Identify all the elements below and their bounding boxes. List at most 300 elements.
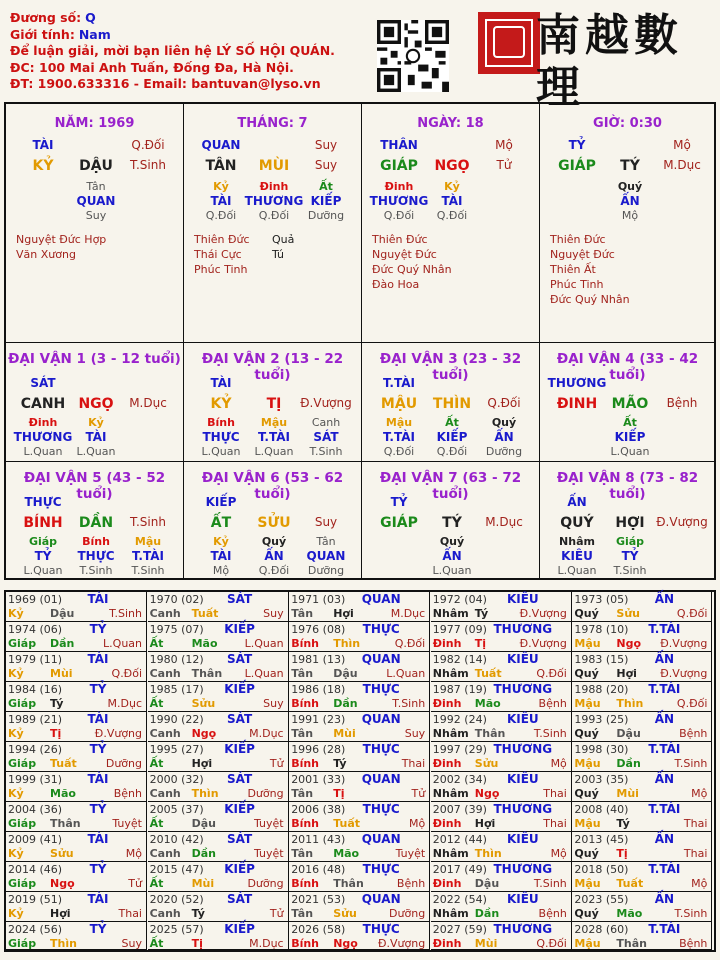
year-cell: [6, 892, 147, 922]
year-can: Tân: [291, 907, 314, 920]
year-chi: Dần: [191, 847, 216, 860]
truong-sinh: T.Sinh: [130, 158, 166, 172]
year-thap-than: QUAN: [361, 592, 401, 606]
year-cell: [148, 622, 289, 652]
year-thap-than: QUAN: [361, 652, 401, 666]
year-status: L.Quan: [244, 667, 284, 680]
year-status: L.Quan: [386, 667, 426, 680]
year-status: Mộ: [691, 787, 708, 800]
year-chi: Tý: [191, 907, 205, 920]
dia-chi: MÃO: [611, 396, 649, 412]
dai-van-title: ĐẠI VẬN 1 (3 - 12 tuổi): [8, 351, 181, 367]
year-status: T.Sinh: [109, 607, 142, 620]
year-cell: [6, 682, 147, 712]
year-cell: [572, 802, 712, 832]
year-thap-than: KIẾP: [224, 802, 255, 816]
year-cell: [6, 922, 147, 950]
year-label: 1999 (31): [8, 773, 63, 786]
year-chi: Thân: [50, 817, 81, 830]
hidden-thap-than: THƯƠNG: [244, 194, 304, 208]
hidden-thap-than: TÀI: [85, 430, 107, 444]
year-status: T.Sinh: [674, 757, 708, 770]
star-item: Đức Quý Nhân: [550, 293, 630, 306]
year-thap-than: QUAN: [361, 772, 401, 786]
year-chi: Thìn: [191, 787, 219, 800]
year-thap-than: SÁT: [227, 712, 253, 726]
year-chi: Dậu: [616, 727, 641, 740]
year-chi: Tị: [474, 637, 487, 650]
year-chi: Tị: [333, 787, 345, 800]
gender-value: Nam: [78, 26, 111, 42]
year-cell: [431, 922, 572, 950]
year-can: Kỷ: [8, 667, 24, 680]
hidden-can: Giáp: [28, 535, 58, 548]
year-can: Ất: [149, 937, 164, 950]
hidden-can: Quý: [261, 535, 287, 548]
hidden-thap-than: THỰC: [202, 430, 240, 444]
year-label: 2003 (35): [574, 773, 629, 786]
year-thap-than: ẤN: [654, 592, 675, 606]
year-thap-than: QUAN: [361, 832, 401, 846]
dai-van-7: [362, 462, 540, 579]
year-chi: Tuất: [191, 607, 219, 620]
dai-van-title: ĐẠI VẬN 7 (63 - 72 tuổi): [379, 470, 522, 502]
year-label: 1980 (12): [149, 653, 204, 666]
year-label: 2022 (54): [432, 893, 487, 906]
year-can: Bính: [291, 757, 320, 770]
year-chi: Thân: [474, 727, 506, 740]
year-cell: [289, 652, 430, 682]
year-can: Quý: [574, 787, 599, 800]
year-status: Mộ: [550, 847, 567, 860]
hidden-thap-than: TÀI: [441, 194, 463, 208]
year-cell: [431, 682, 572, 712]
thap-than: QUAN: [201, 138, 241, 152]
address-line: ĐC: 100 Mai Anh Tuấn, Đống Đa, Hà Nội.: [10, 59, 294, 75]
star-item: Nguyệt Đức Hợp: [16, 233, 107, 246]
year-can: Quý: [574, 727, 599, 740]
logo-char: 越: [585, 10, 634, 61]
thap-than: KIẾP: [205, 495, 237, 509]
star-item: Đức Quý Nhân: [372, 263, 452, 276]
hidden-can: Canh: [311, 416, 341, 429]
hidden-status: L.Quan: [76, 445, 116, 458]
star-item: Văn Xương: [16, 248, 76, 261]
year-cell: [289, 802, 430, 832]
year-chi: Thìn: [616, 697, 644, 710]
hidden-thap-than: TÀI: [210, 194, 232, 208]
year-can: Ất: [149, 817, 164, 830]
year-chi: Mùi: [474, 937, 498, 950]
year-label: 2026 (58): [291, 923, 346, 936]
year-chi: Sửu: [616, 607, 640, 620]
truong-sinh: M.Dục: [663, 158, 701, 172]
year-status: T.Sinh: [533, 877, 567, 890]
year-can: Quý: [574, 607, 599, 620]
year-can: Mậu: [574, 757, 601, 770]
star-list: [194, 232, 295, 277]
top-status: Mộ: [495, 138, 513, 152]
hidden-can: Mậu: [260, 416, 288, 429]
year-chi: Hợi: [50, 907, 71, 920]
year-cell: [6, 772, 147, 802]
year-thap-than: SÁT: [227, 592, 253, 606]
hidden-can: Bính: [207, 416, 235, 429]
year-label: 2002 (34): [432, 773, 487, 786]
hidden-status: L.Quan: [254, 445, 294, 458]
year-label: 1994 (26): [8, 743, 63, 756]
year-label: 2005 (37): [149, 803, 204, 816]
truong-sinh: Suy: [314, 158, 338, 172]
year-can: Bính: [291, 697, 320, 710]
year-can: Giáp: [8, 637, 37, 650]
year-thap-than: TỶ: [89, 622, 107, 636]
thap-than: THỰC: [24, 495, 62, 509]
thap-than: ẤN: [567, 495, 587, 509]
year-status: Bệnh: [679, 937, 708, 950]
thap-than: THƯƠNG: [547, 376, 607, 390]
year-status: Tử: [411, 787, 426, 800]
hidden-can: Nhâm: [559, 535, 595, 548]
hidden-status: L.Quan: [610, 445, 650, 458]
year-label: 2009 (41): [8, 833, 63, 846]
year-chi: Dần: [616, 757, 641, 770]
year-thap-than: KIẾP: [224, 622, 255, 636]
year-cell: [148, 922, 289, 950]
year-can: Canh: [149, 727, 181, 740]
thien-can: TÂN: [205, 158, 237, 174]
year-status: Mộ: [691, 877, 708, 890]
year-status: Thai: [683, 847, 708, 860]
hidden-thap-than: SÁT: [313, 430, 339, 444]
year-status: Suy: [121, 937, 142, 950]
year-status: Đ.Vượng: [94, 727, 142, 740]
year-can: Mậu: [574, 637, 601, 650]
thien-can: GIÁP: [558, 158, 596, 174]
year-label: 1972 (04): [432, 593, 487, 606]
pillar-title: GIỜ: 0:30: [593, 116, 662, 131]
year-thap-than: THỰC: [362, 862, 400, 876]
year-label: 1981 (13): [291, 653, 346, 666]
dia-chi: HỢI: [615, 515, 645, 531]
year-label: 1971 (03): [291, 593, 346, 606]
hidden-status: T.Sinh: [309, 445, 343, 458]
year-status: Tử: [128, 877, 142, 890]
year-chi: Mão: [474, 697, 501, 710]
year-can: Giáp: [8, 817, 37, 830]
year-label: 2019 (51): [8, 893, 63, 906]
year-can: Đinh: [432, 697, 462, 710]
hidden-thap-than: T.TÀI: [383, 430, 415, 444]
hidden-can: Giáp: [615, 535, 645, 548]
year-chi: Mùi: [191, 877, 215, 890]
year-can: Nhâm: [432, 847, 469, 860]
year-cell: [6, 712, 147, 742]
hidden-can: Kỷ: [213, 535, 229, 548]
year-status: L.Quan: [103, 637, 142, 650]
year-cell: [289, 892, 430, 922]
year-status: Bệnh: [396, 877, 426, 890]
pillar-1: [6, 104, 184, 343]
year-status: M.Dục: [390, 607, 426, 620]
year-cell: [289, 742, 430, 772]
year-can: Nhâm: [432, 667, 469, 680]
year-can: Nhâm: [432, 787, 469, 800]
year-label: 2028 (60): [574, 923, 629, 936]
year-thap-than: KIẾP: [224, 682, 255, 696]
year-status: Suy: [263, 697, 284, 710]
year-cell: [6, 592, 147, 622]
year-label: 2010 (42): [149, 833, 204, 846]
year-thap-than: QUAN: [361, 712, 401, 726]
year-chi: Tị: [616, 847, 628, 860]
dia-chi: TỊ: [266, 396, 282, 412]
year-cell: [289, 622, 430, 652]
year-can: Tân: [291, 727, 314, 740]
hidden-can: Ất: [319, 180, 333, 193]
year-can: Đinh: [432, 877, 462, 890]
year-status: Mộ: [408, 817, 426, 830]
year-thap-than: TÀI: [87, 832, 109, 846]
year-cell: [6, 742, 147, 772]
year-status: Q.Đối: [111, 667, 142, 680]
year-cell: [148, 652, 289, 682]
owner-value: Q: [85, 10, 96, 25]
dai-van-title: ĐẠI VẬN 5 (43 - 52 tuổi): [23, 470, 166, 502]
star-item: Nguyệt Đức: [372, 248, 437, 261]
hidden-thap-than: QUAN: [76, 194, 116, 208]
year-thap-than: THƯƠNG: [493, 862, 553, 876]
year-thap-than: T.TÀI: [648, 622, 681, 636]
hidden-thap-than: KIÊU: [561, 549, 593, 563]
year-can: Giáp: [8, 697, 37, 710]
year-thap-than: ẤN: [654, 832, 675, 846]
year-can: Ất: [149, 877, 164, 890]
hidden-status: Q.Đối: [258, 564, 290, 577]
dai-van-title: ĐẠI VẬN 8 (73 - 82 tuổi): [556, 470, 699, 502]
year-chi: Thìn: [474, 847, 502, 860]
year-thap-than: KIÊU: [506, 652, 539, 666]
year-chi: Sửu: [474, 757, 499, 770]
year-status: Bệnh: [679, 727, 708, 740]
year-can: Bính: [291, 877, 320, 890]
year-thap-than: SÁT: [227, 832, 253, 846]
year-label: 2015 (47): [149, 863, 204, 876]
year-cell: [148, 862, 289, 892]
year-can: Mậu: [574, 817, 601, 830]
year-thap-than: KIÊU: [506, 892, 539, 906]
year-thap-than: KIÊU: [506, 832, 539, 846]
star-list: [16, 232, 106, 262]
year-status: M.Dục: [249, 937, 284, 950]
year-cell: [431, 742, 572, 772]
year-status: Tuyệt: [253, 847, 284, 860]
year-label: 1984 (16): [8, 683, 63, 696]
year-thap-than: T.TÀI: [648, 862, 681, 876]
hidden-status: Q.Đối: [383, 209, 415, 222]
year-can: Tân: [291, 847, 314, 860]
year-label: 1977 (09): [432, 623, 487, 636]
contact-line: Để luận giải, mời bạn liên hệ LÝ SỐ HỘI QUÁN.: [10, 43, 335, 58]
year-can: Đinh: [432, 757, 462, 770]
year-chi: Thân: [616, 937, 647, 950]
year-chi: Tý: [474, 607, 489, 620]
dai-van-2: [184, 343, 362, 462]
dai-van-6: [184, 462, 362, 579]
year-label: 2001 (33): [291, 773, 346, 786]
year-cell: [289, 832, 430, 862]
year-label: 1979 (11): [8, 653, 63, 666]
year-label: 2021 (53): [291, 893, 346, 906]
logo-seal-icon: [478, 12, 540, 74]
year-cell: [148, 892, 289, 922]
truong-sinh: Tử: [496, 158, 512, 172]
year-status: T.Sinh: [674, 907, 708, 920]
year-label: 1969 (01): [8, 593, 63, 606]
year-label: 1987 (19): [432, 683, 487, 696]
year-can: Đinh: [432, 937, 462, 950]
star-list: [550, 232, 630, 307]
year-thap-than: TÀI: [87, 892, 109, 906]
year-cell: [6, 832, 147, 862]
year-label: 2008 (40): [574, 803, 629, 816]
hidden-thap-than: TÀI: [210, 549, 232, 563]
year-chi: Hợi: [616, 667, 637, 680]
year-cell: [431, 772, 572, 802]
logo-char: 理: [536, 62, 585, 113]
dia-chi: TÝ: [442, 515, 462, 531]
dai-van-3: [362, 343, 540, 462]
year-status: Thai: [683, 817, 708, 830]
year-cell: [572, 772, 712, 802]
year-label: 1998 (30): [574, 743, 629, 756]
hidden-thap-than: ẤN: [494, 430, 514, 444]
year-cell: [289, 862, 430, 892]
year-status: Thai: [543, 787, 567, 800]
header-info: [10, 10, 335, 93]
thien-can: ẤT: [210, 515, 232, 531]
year-thap-than: ẤN: [654, 892, 675, 906]
year-can: Canh: [149, 907, 181, 920]
pillar-title: NGÀY: 18: [417, 116, 484, 131]
year-cell: [148, 772, 289, 802]
hidden-can: Quý: [617, 180, 643, 193]
top-status: Mộ: [673, 138, 691, 152]
logo-text: [536, 10, 720, 114]
hidden-can: Kỷ: [444, 180, 460, 193]
star-item: Thiên Đức: [372, 233, 428, 246]
year-status: Tuyệt: [253, 817, 284, 830]
hidden-thap-than: THƯƠNG: [13, 430, 73, 444]
qr-code-icon: [377, 20, 449, 92]
year-thap-than: THỰC: [362, 742, 400, 756]
dai-van-title: ĐẠI VẬN 2 (13 - 22 tuổi): [201, 351, 344, 383]
hidden-status: T.Sinh: [79, 564, 113, 577]
year-thap-than: T.TÀI: [648, 742, 681, 756]
year-cell: [289, 682, 430, 712]
year-thap-than: SÁT: [227, 652, 253, 666]
year-label: 1983 (15): [574, 653, 629, 666]
hidden-status: Q.Đối: [258, 209, 290, 222]
top-status: Q.Đối: [131, 138, 165, 152]
hidden-status: Suy: [85, 209, 107, 222]
hidden-thap-than: KIẾP: [310, 194, 342, 208]
year-thap-than: KIÊU: [506, 772, 539, 786]
year-chi: Mão: [191, 637, 218, 650]
year-thap-than: SÁT: [227, 772, 253, 786]
year-can: Kỷ: [8, 907, 24, 920]
year-cell: [431, 592, 572, 622]
star-item: Thiên Ất: [550, 263, 596, 276]
year-chi: Thân: [191, 667, 223, 680]
pillar-title: NĂM: 1969: [54, 116, 135, 131]
year-thap-than: TỶ: [89, 682, 107, 696]
thien-can: KỶ: [32, 158, 54, 174]
year-chi: Tý: [333, 757, 347, 770]
year-chi: Dần: [474, 907, 500, 920]
year-cell: [6, 622, 147, 652]
pillar-2: [184, 104, 362, 343]
dai-van-title: ĐẠI VẬN 6 (53 - 62 tuổi): [201, 470, 344, 502]
hidden-thap-than: T.TÀI: [258, 430, 290, 444]
year-thap-than: TÀI: [87, 772, 109, 786]
year-chi: Mão: [50, 787, 76, 800]
year-can: Đinh: [432, 817, 462, 830]
truong-sinh: M.Dục: [485, 515, 523, 529]
dia-chi: THÌN: [432, 396, 472, 412]
year-thap-than: TÀI: [87, 712, 109, 726]
hidden-thap-than: THƯƠNG: [369, 194, 429, 208]
year-can: Canh: [149, 847, 181, 860]
year-thap-than: THỰC: [362, 802, 400, 816]
year-label: 1978 (10): [574, 623, 629, 636]
star-item: Phúc Tinh: [194, 263, 248, 276]
star-item: Nguyệt Đức: [550, 248, 615, 261]
year-status: Bệnh: [113, 787, 142, 800]
dia-chi: TÝ: [620, 158, 640, 174]
year-can: Tân: [291, 667, 314, 680]
hidden-can: Đinh: [259, 180, 289, 193]
year-can: Kỷ: [8, 847, 24, 860]
year-status: M.Dục: [249, 727, 284, 740]
year-label: 2011 (43): [291, 833, 346, 846]
year-status: Tử: [269, 757, 284, 770]
year-cell: [431, 832, 572, 862]
year-cell: [148, 592, 289, 622]
hidden-status: Q.Đối: [436, 445, 468, 458]
truong-sinh: Q.Đối: [487, 396, 521, 410]
year-cell: [6, 862, 147, 892]
year-can: Ất: [149, 697, 164, 710]
year-label: 2018 (50): [574, 863, 629, 876]
year-thap-than: SÁT: [227, 892, 253, 906]
year-thap-than: KIẾP: [224, 862, 255, 876]
dia-chi: DẬU: [79, 158, 113, 174]
year-can: Canh: [149, 607, 181, 620]
star-item: Thiên Đức: [550, 233, 606, 246]
star-item: Đào Hoa: [372, 278, 420, 291]
hidden-status: T.Sinh: [131, 564, 165, 577]
year-chi: Hợi: [474, 817, 496, 830]
hidden-can: Kỷ: [213, 180, 229, 193]
year-thap-than: KIẾP: [224, 742, 255, 756]
hidden-can: Quý: [439, 535, 465, 548]
logo-char: 南: [536, 10, 585, 61]
dia-chi: NGỌ: [434, 158, 470, 174]
year-thap-than: THƯƠNG: [493, 802, 553, 816]
year-chi: Dậu: [474, 877, 500, 890]
year-thap-than: THƯƠNG: [493, 622, 553, 636]
